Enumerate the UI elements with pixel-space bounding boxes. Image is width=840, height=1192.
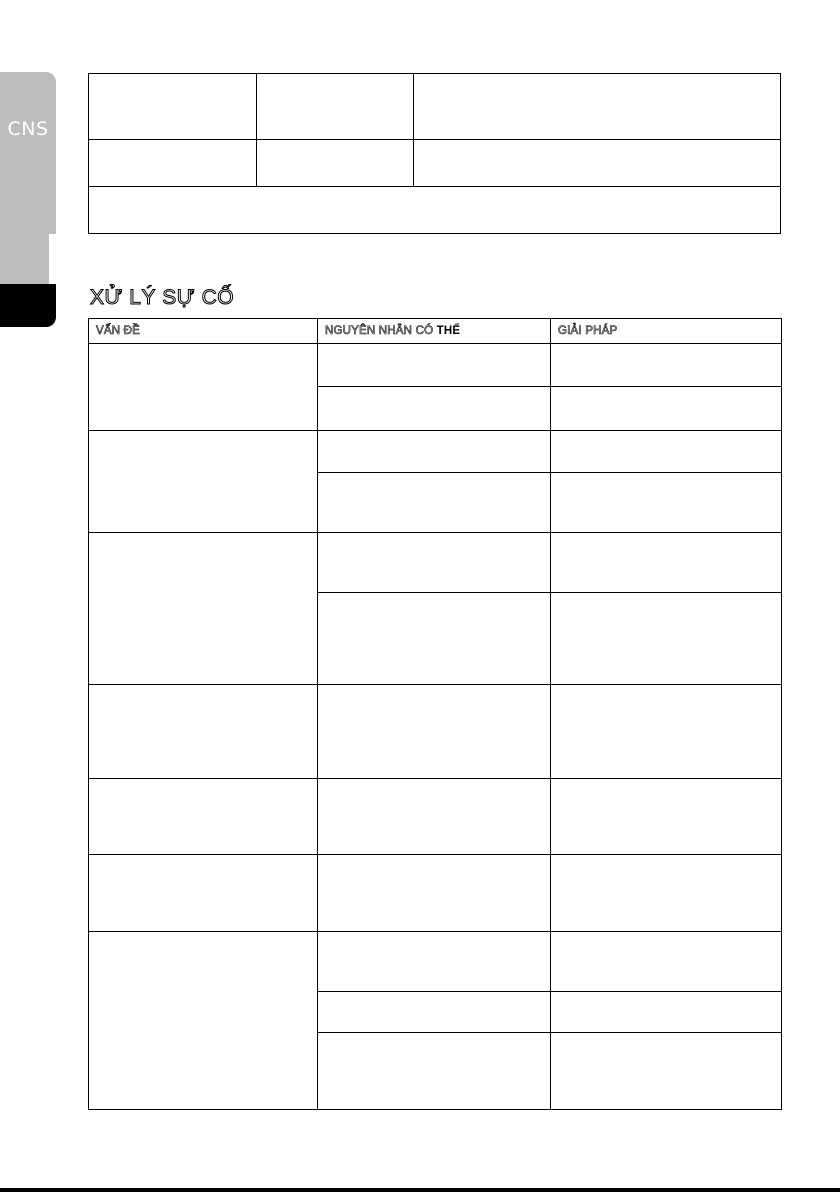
troubleshooting-table — [88, 318, 782, 1110]
cause-cell — [318, 344, 551, 387]
cause-cell — [318, 685, 551, 779]
spec-table — [88, 73, 781, 234]
solution-cell — [551, 387, 782, 431]
cause-cell — [318, 779, 551, 855]
cause-cell — [318, 932, 551, 992]
spec-cell — [89, 140, 257, 187]
header-possible-cause — [318, 319, 551, 344]
language-code-label: CNS — [7, 118, 49, 140]
problem-cell — [89, 533, 318, 685]
spec-cell — [414, 74, 781, 140]
side-tab-notch — [49, 234, 56, 284]
spec-cell — [257, 74, 414, 140]
spec-note-cell — [89, 187, 781, 234]
spec-cell — [414, 140, 781, 187]
header-cause-text-dark: THỂ — [436, 325, 461, 337]
solution-cell — [551, 593, 782, 685]
problem-cell — [89, 344, 318, 431]
header-solution: GIẢI PHÁP — [551, 319, 782, 344]
solution-cell — [551, 1033, 782, 1110]
problem-cell — [89, 779, 318, 855]
section-title: XỬ LÝ SỰ CỐ — [90, 286, 235, 309]
solution-cell — [551, 779, 782, 855]
solution-cell — [551, 855, 782, 932]
cause-cell — [318, 855, 551, 932]
solution-cell — [551, 473, 782, 533]
solution-cell — [551, 533, 782, 593]
solution-cell — [551, 344, 782, 387]
cause-cell — [318, 431, 551, 473]
cause-cell — [318, 593, 551, 685]
language-side-tab — [0, 72, 56, 284]
problem-cell — [89, 932, 318, 1110]
problem-cell — [89, 685, 318, 779]
spec-table-row — [89, 187, 781, 234]
spec-table-row — [89, 74, 781, 140]
solution-cell — [551, 932, 782, 992]
table-header-row — [89, 319, 782, 344]
solution-cell — [551, 992, 782, 1033]
solution-cell — [551, 685, 782, 779]
spec-cell — [257, 140, 414, 187]
problem-cell — [89, 855, 318, 932]
bottom-rule — [0, 1188, 840, 1192]
table-row — [89, 855, 782, 932]
cause-cell — [318, 533, 551, 593]
cause-cell — [318, 1033, 551, 1110]
spec-table-row — [89, 140, 781, 187]
side-tab-dark-block — [0, 284, 56, 327]
table-row — [89, 533, 782, 593]
header-cause-text: NGUYÊN NHÂN CÓ — [325, 325, 437, 337]
cause-cell — [318, 473, 551, 533]
cause-cell — [318, 992, 551, 1033]
table-row — [89, 431, 782, 473]
spec-cell — [89, 74, 257, 140]
table-row — [89, 685, 782, 779]
cause-cell — [318, 387, 551, 431]
table-row — [89, 932, 782, 992]
table-row — [89, 344, 782, 387]
table-row — [89, 779, 782, 855]
header-problem: VẤN ĐỀ — [89, 319, 318, 344]
solution-cell — [551, 431, 782, 473]
problem-cell — [89, 431, 318, 533]
